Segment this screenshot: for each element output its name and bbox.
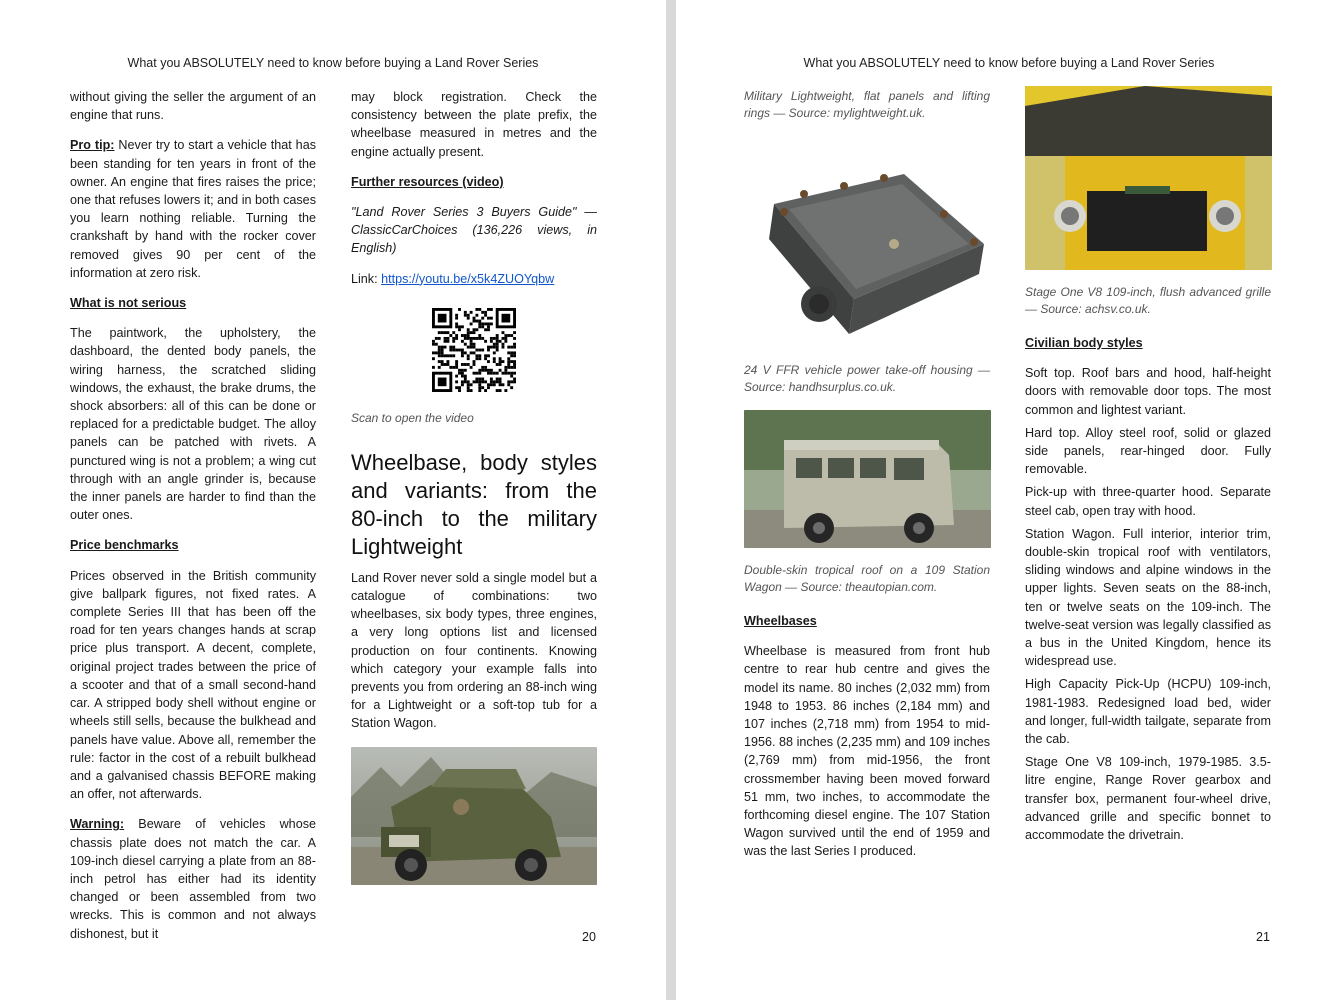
warning-label: Warning: xyxy=(70,817,125,832)
warning-text: Beware of vehicles whose chassis plate does not match the car. A 109-inch diesel carrying a plate from an 88-inch petrol has either had its identity changed or been assembled from two wrecks. This is common and not always dishonest, but it xyxy=(70,817,316,941)
body-style-item: High Capacity Pick-Up (HCPU) 109-inch, 1981-1983. Redesigned load bed, wider and longer, full-width tailgate, separate from the cab. xyxy=(1025,677,1271,747)
body-style-item: Stage One V8 109-inch, 1979-1985. 3.5-litre engine, Range Rover gearbox and transfer box, permanent four-wheel drive, advanced grille and specific bonnet to accommodate the drivetrain. xyxy=(1025,755,1271,843)
video-link[interactable]: https://youtu.be/x5k4ZUOYqbw xyxy=(381,271,555,286)
paragraph: without giving the seller the argument of an engine that runs. xyxy=(70,90,316,123)
body-style-item: Soft top. Roof bars and hood, half-height doors with removable door tops. The most common and lightest variant. xyxy=(1025,366,1271,417)
video-reference: "Land Rover Series 3 Buyers Guide" — ClassicCarChoices (136,226 views, in English) xyxy=(351,205,597,256)
body-style-item: Pick-up with three-quarter hood. Separate steel cab, open tray with hood. xyxy=(1025,485,1271,518)
left-column-b xyxy=(351,88,597,885)
page-21 xyxy=(676,0,1342,1000)
right-column-a xyxy=(744,88,990,873)
qr-code[interactable] xyxy=(432,308,516,392)
ffr-housing-photo xyxy=(744,134,990,354)
caption-v8: Stage One V8 109-inch, flush advanced grille — Source: achsv.co.uk. xyxy=(1025,285,1271,316)
running-head: What you ABSOLUTELY need to know before buying a Land Rover Series xyxy=(127,56,539,70)
heading-price-benchmarks: Price benchmarks xyxy=(70,538,179,553)
caption-ffr: 24 V FFR vehicle power take-off housing — Source: handhsurplus.co.uk. xyxy=(744,363,990,394)
warning-paragraph xyxy=(70,815,316,942)
pro-tip-text: Never try to start a vehicle that has been standing for ten years in front of the owner. An engine that fires raises the price; one that refuses lowers it; and in both cases you learn nothing reliable. Turning the crankshaft by hand with the rocker cover removed gives 90 per cent of the information at zero risk. xyxy=(70,138,316,280)
pro-tip-label: Pro tip: xyxy=(70,138,115,153)
body-style-item: Hard top. Alloy steel roof, solid or glazed side panels, rear-hinged door. Fully removable. xyxy=(1025,425,1271,477)
section-heading: Wheelbase, body styles and variants: from the 80-inch to the military Lightweight xyxy=(351,449,597,559)
caption-station-wagon: Double-skin tropical roof on a 109 Station Wagon — Source: theautopian.com. xyxy=(744,563,990,594)
paragraph: The paintwork, the upholstery, the dashboard, the dented body panels, the wiring harness, the scratched sliding windows, the exhaust, the brake drums, the shock absorbers: all of this can be done or replaced for a predictable budget. The alloy panels can be patched with rivets. A punctured wing is not a problem; a wing cut through with an angle grinder is, because the inner panels are harder to find than the outer ones. xyxy=(70,326,316,523)
video-link-line xyxy=(351,270,597,288)
qr-caption: Scan to open the video xyxy=(351,410,474,425)
heading-wheelbases: Wheelbases xyxy=(744,614,817,628)
paragraph: Prices observed in the British community give ballpark figures, not fixed rates. A complete Series III that has been off the road for ten years changes hands at scrap price plus transport. A decent, complete, original project trades between the price of a scooter and that of a small second-hand car. A stripped body shell without engine or wheels still sells, because the bulkhead and panels have value. Above all, remember the rule: factor in the cost of a rebuilt bulkhead and a galvanised chassis BEFORE making an offer, not afterwards. xyxy=(70,568,316,802)
page-number: 21 xyxy=(1256,930,1270,944)
paragraph: may block registration. Check the consistency between the plate prefix, the wheelbase measured in metres and the engine actually present. xyxy=(351,90,597,159)
heading-civilian-body-styles: Civilian body styles xyxy=(1025,336,1143,350)
page-20 xyxy=(0,0,666,1000)
paragraph: Land Rover never sold a single model but a catalogue of combinations: two wheelbases, six body types, three engines, a very long options list and licensed production on four continents. Knowing which category your example falls into prevents you from ordering an 88-inch wing for a Lightweight or a soft-top tub for a Station Wagon. xyxy=(351,570,597,731)
heading-not-serious: What is not serious xyxy=(70,296,187,311)
station-wagon-photo xyxy=(744,410,991,548)
page-number: 20 xyxy=(582,930,596,944)
paragraph: Wheelbase is measured from front hub centre to rear hub centre and gives the model its name. 80 inches (2,032 mm) from 1948 to 1953. 86 inches (2,184 mm) and 107 inches (2,718 mm) from 1954 to mid-1956. 88 inches (2,235 mm) and 109 inches (2,769 mm) from mid-1956, the front crossmember having been moved forward 51 mm, two inches, to accommodate the forthcoming diesel engine. The 107 Station Wagon survived until the end of 1959 and was the last Series I produced. xyxy=(744,644,990,859)
heading-further-resources: Further resources (video) xyxy=(351,174,504,189)
lightweight-photo xyxy=(351,747,597,885)
qr-code-wrap xyxy=(351,308,597,392)
caption-lightweight: Military Lightweight, flat panels and lifting rings — Source: mylightweight.uk. xyxy=(744,89,990,120)
right-column-b xyxy=(1025,88,1271,849)
body-style-item: Station Wagon. Full interior, interior trim, double-skin tropical roof with ventilators, sliding windows and alpine windows in the upper lights. Seven seats on the 88-inch, ten or twelve seats on the 109-inch. The twelve-seat version was legally classified as a bus in the United Kingdom, hence its widespread use. xyxy=(1025,526,1271,669)
link-label: Link: xyxy=(351,271,382,286)
running-head: What you ABSOLUTELY need to know before buying a Land Rover Series xyxy=(803,56,1215,70)
left-column-a xyxy=(70,88,316,955)
page-gutter xyxy=(666,0,676,1000)
v8-grille-photo xyxy=(1025,86,1272,270)
pro-tip-paragraph xyxy=(70,136,316,282)
